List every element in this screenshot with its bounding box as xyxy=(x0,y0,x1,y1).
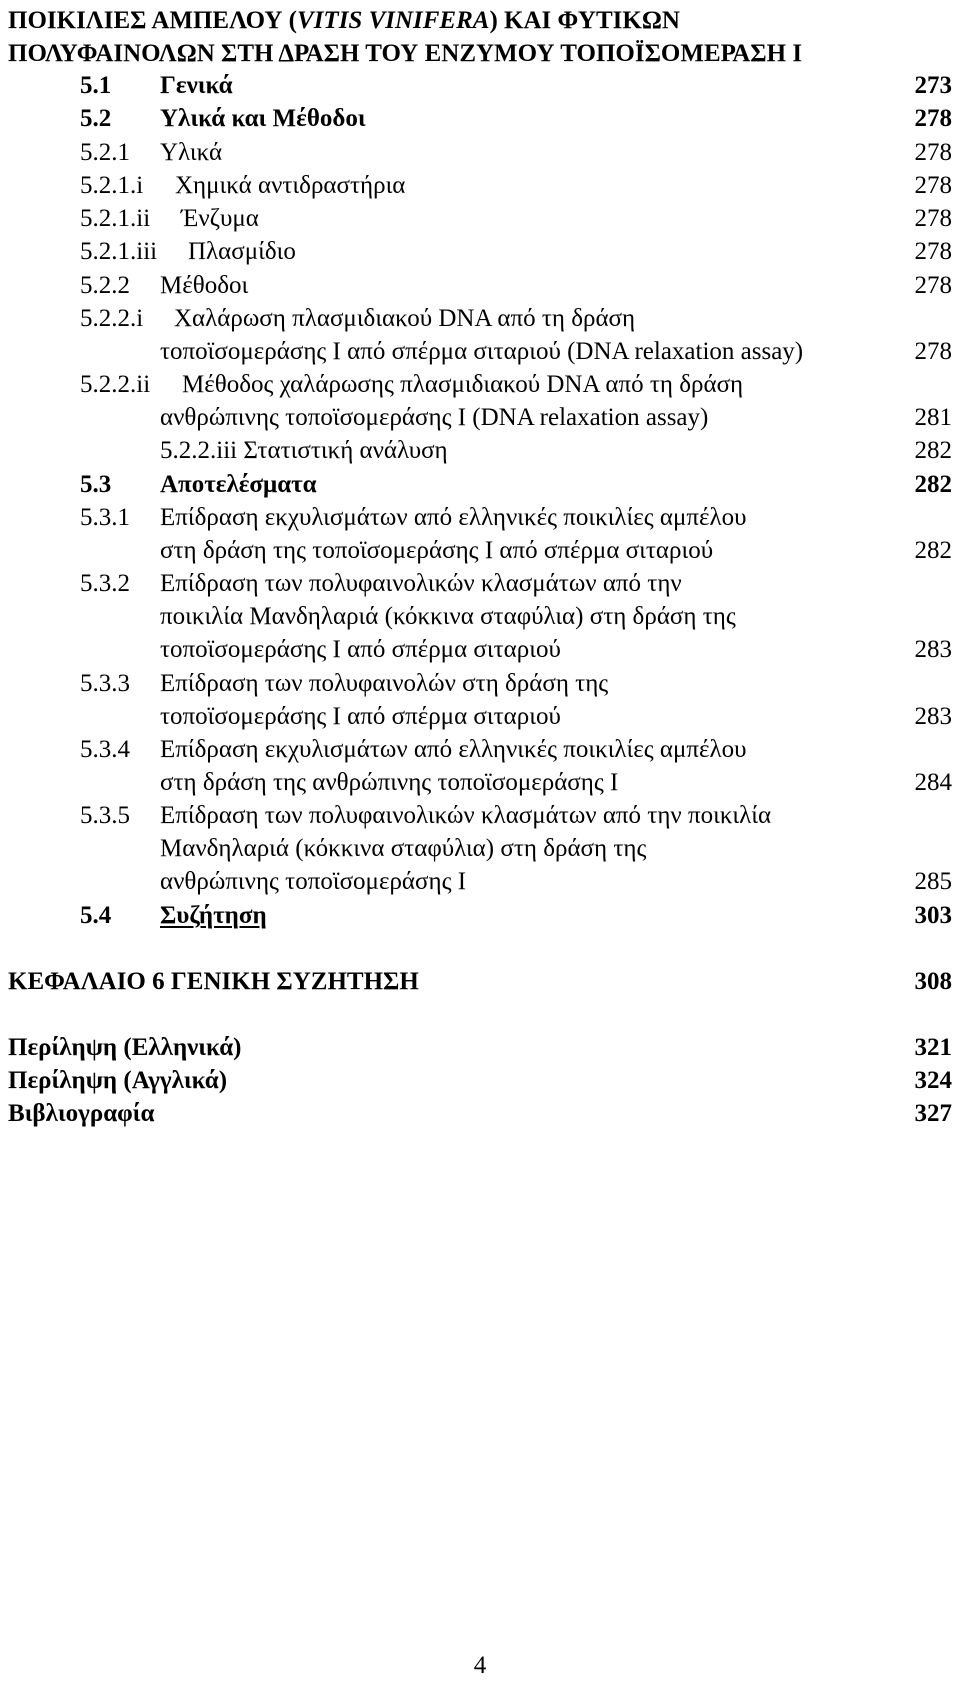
toc-page-number: 281 xyxy=(914,404,952,431)
toc-entry-5-3-3[interactable]: 5.3.3 Επίδραση των πολυφαινολών στη δράση της xyxy=(80,670,609,697)
toc-page-number: 278 xyxy=(914,205,952,232)
toc-entry-summary-english[interactable]: Περίληψη (Αγγλικά) 324 xyxy=(0,1065,960,1105)
toc-page-number: 324 xyxy=(914,1067,952,1094)
toc-entry-5-2-1-i[interactable]: 5.2.1.i Χημικά αντιδραστήρια 278 xyxy=(0,170,960,210)
toc-entry-5-2-2-iii[interactable]: 5.2.2.iii Στατιστική ανάλυση 282 xyxy=(0,435,960,475)
toc-entry-5-3-5[interactable]: 5.3.5 Επίδραση των πολυφαινολικών κλασμάτων από την ποικιλία xyxy=(80,802,772,829)
toc-entry-5-3-1[interactable]: 5.3.1 Επίδραση εκχυλισμάτων από ελληνικές ποικιλίες αμπέλου xyxy=(80,504,747,531)
toc-entry-5-3-1-cont[interactable]: στη δράση της τοποϊσομεράσης Ι από σπέρμα σιταριού 282 xyxy=(0,535,960,575)
toc-entry-5-3-4[interactable]: 5.3.4 Επίδραση εκχυλισμάτων από ελληνικές ποικιλίες αμπέλου xyxy=(80,736,747,763)
toc-entry-5-3-4-cont[interactable]: στη δράση της ανθρώπινης τοποϊσομεράσης Ι 284 xyxy=(0,767,960,807)
toc-entry-chapter-6[interactable]: ΚΕΦΑΛΑΙΟ 6 ΓΕΝΙΚΗ ΣΥΖΗΤΗΣΗ 308 xyxy=(0,966,960,1006)
toc-entry-5-3-5-cont[interactable]: Μανδηλαριά (κόκκινα σταφύλια) στη δράση της xyxy=(160,835,647,862)
chapter-title-line-2: ΠΟΛΥΦΑΙΝΟΛΩΝ ΣΤΗ ΔΡΑΣΗ ΤΟΥ ΕΝΖΥΜΟΥ ΤΟΠΟΪΣΟΜΕΡΑΣΗ Ι xyxy=(8,40,803,67)
toc-entry-bibliography[interactable]: Βιβλιογραφία 327 xyxy=(0,1098,960,1138)
toc-entry-5-2-2-i-cont[interactable]: τοποϊσομεράσης Ι από σπέρμα σιταριού (DNA relaxation assay) 278 xyxy=(0,336,960,376)
toc-entry-5-3-5-cont2[interactable]: ανθρώπινης τοποϊσομεράσης Ι 285 xyxy=(0,866,960,906)
toc-page-number: 321 xyxy=(914,1034,952,1061)
toc-page-number: 282 xyxy=(914,471,952,498)
toc-entry-5-3-2[interactable]: 5.3.2 Επίδραση των πολυφαινολικών κλασμάτων από την xyxy=(80,570,682,597)
toc-entry-5-2[interactable]: 5.2 Υλικά και Μέθοδοι 278 xyxy=(0,103,960,143)
toc-page-number: 278 xyxy=(914,272,952,299)
toc-page-number: 278 xyxy=(914,105,952,132)
toc-page-number: 273 xyxy=(914,72,952,99)
page-number: 4 xyxy=(473,1652,487,1679)
toc-entry-5-2-2-ii-cont[interactable]: ανθρώπινης τοποϊσομεράσης Ι (DNA relaxation assay) 281 xyxy=(0,402,960,442)
toc-entry-5-2-2[interactable]: 5.2.2 Μέθοδοι 278 xyxy=(0,270,960,310)
toc-page-number: 278 xyxy=(914,238,952,265)
toc-page-number: 283 xyxy=(914,636,952,663)
toc-page-number: 284 xyxy=(914,769,952,796)
toc-entry-5-2-2-ii[interactable]: 5.2.2.ii Μέθοδος χαλάρωσης πλασμιδιακού DNA από τη δράση xyxy=(80,371,744,398)
toc-entry-5-3-3-cont[interactable]: τοποϊσομεράσης Ι από σπέρμα σιταριού 283 xyxy=(0,701,960,741)
toc-entry-5-3[interactable]: 5.3 Αποτελέσματα 282 xyxy=(0,469,960,509)
toc-page-number: 278 xyxy=(914,338,952,365)
toc-entry-5-3-2-cont2[interactable]: τοποϊσομεράσης Ι από σπέρμα σιταριού 283 xyxy=(0,634,960,674)
toc-entry-summary-greek[interactable]: Περίληψη (Ελληνικά) 321 xyxy=(0,1032,960,1072)
toc-page-number: 327 xyxy=(914,1100,952,1127)
toc-entry-5-2-1-iii[interactable]: 5.2.1.iii Πλασμίδιο 278 xyxy=(0,236,960,276)
toc-page-number: 278 xyxy=(914,139,952,166)
chapter-title-line-1: ΠΟΙΚΙΛΙΕΣ ΑΜΠΕΛΟΥ (VITIS VINIFERA) ΚΑΙ ΦΥΤΙΚΩΝ xyxy=(8,7,680,34)
toc-entry-5-2-2-i[interactable]: 5.2.2.i Χαλάρωση πλασμιδιακού DNA από τη δράση xyxy=(80,305,636,332)
toc-entry-5-1[interactable]: 5.1 Γενικά 273 xyxy=(0,70,960,110)
toc-page-number: 283 xyxy=(914,703,952,730)
toc-page-number: 308 xyxy=(914,968,952,995)
toc-page-number: 282 xyxy=(914,437,952,464)
toc-entry-5-4[interactable]: 5.4 Συζήτηση 303 xyxy=(0,900,960,940)
toc-page-number: 282 xyxy=(914,537,952,564)
toc-entry-5-2-1[interactable]: 5.2.1 Υλικά 278 xyxy=(0,137,960,177)
toc-page-number: 303 xyxy=(914,902,952,929)
toc-page-number: 278 xyxy=(914,172,952,199)
toc-page-number: 285 xyxy=(914,868,952,895)
toc-entry-5-2-1-ii[interactable]: 5.2.1.ii Ένζυμα 278 xyxy=(0,203,960,243)
toc-entry-5-3-2-cont[interactable]: ποικιλία Μανδηλαριά (κόκκινα σταφύλια) στη δράση της xyxy=(160,603,736,630)
